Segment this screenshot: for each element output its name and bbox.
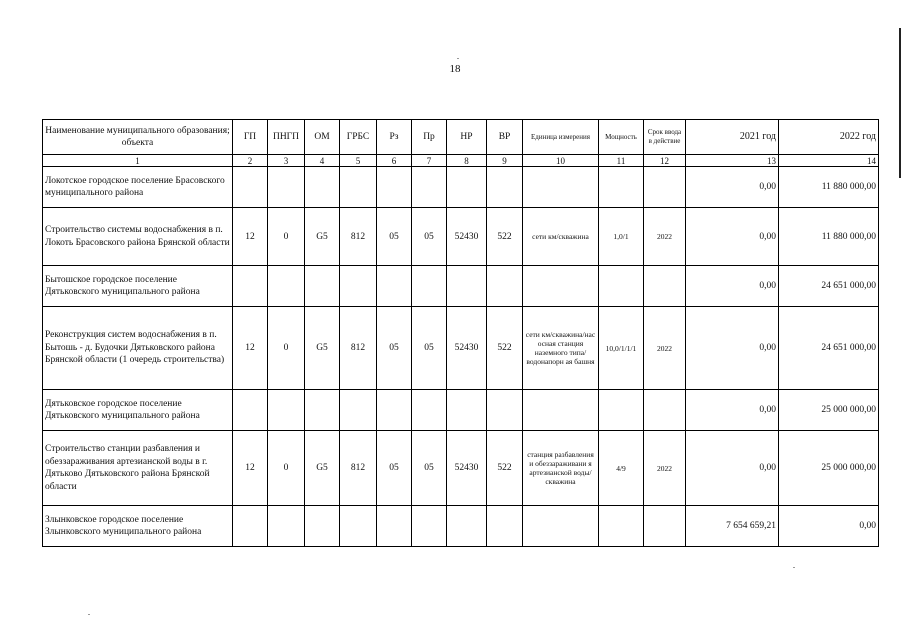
cell-np: 52430: [447, 431, 487, 506]
cell-rz: [377, 167, 412, 208]
scan-speck: [88, 614, 90, 615]
cell-gp: 12: [233, 431, 268, 506]
cell-name: Бытошское городское поселение Дятьковского муниципального района: [43, 266, 233, 307]
col-header-pgp: ПНГП: [268, 120, 305, 155]
cell-pgp: [268, 167, 305, 208]
cell-gp: 12: [233, 208, 268, 266]
cell-term: 2022: [644, 208, 686, 266]
cell-pr: [412, 266, 447, 307]
table-row: [43, 266, 879, 307]
cell-2022: 0,00: [779, 506, 879, 547]
cell-power: [599, 266, 644, 307]
cell-name: Реконструкция систем водоснабжения в п. Бытошь - д. Будочки Дятьковского района Брянской области (1 очередь строительства): [43, 307, 233, 390]
cell-pgp: [268, 390, 305, 431]
column-number: 5: [340, 155, 377, 167]
cell-pgp: [268, 266, 305, 307]
column-number: 11: [599, 155, 644, 167]
cell-om: G5: [305, 307, 340, 390]
cell-np: 52430: [447, 208, 487, 266]
page-number: 18: [449, 63, 461, 75]
cell-om: [305, 266, 340, 307]
cell-term: [644, 390, 686, 431]
column-number: 9: [487, 155, 523, 167]
col-header-np: НР: [447, 120, 487, 155]
cell-power: 10,0/1/1/1: [599, 307, 644, 390]
table-row: [43, 431, 879, 506]
cell-np: [447, 390, 487, 431]
col-header-grbs: ГРБС: [340, 120, 377, 155]
cell-name: Злынковское городское поселение Злынковского муниципального района: [43, 506, 233, 547]
cell-pgp: 0: [268, 431, 305, 506]
cell-2022: 11 880 000,00: [779, 167, 879, 208]
cell-2022: 24 651 000,00: [779, 266, 879, 307]
col-header-rz: Рз: [377, 120, 412, 155]
cell-power: [599, 167, 644, 208]
table-row: [43, 307, 879, 390]
cell-unit: сети км/скважина: [523, 208, 599, 266]
cell-power: [599, 390, 644, 431]
cell-vr: [487, 506, 523, 547]
cell-unit: сети км/скважина/нас осная станция наземного типа/водонапорн ая башня: [523, 307, 599, 390]
cell-2021: 7 654 659,21: [686, 506, 779, 547]
cell-om: [305, 506, 340, 547]
cell-term: [644, 167, 686, 208]
scan-edge-mark: [899, 28, 901, 178]
cell-2022: 25 000 000,00: [779, 390, 879, 431]
cell-rz: 05: [377, 307, 412, 390]
cell-rz: [377, 506, 412, 547]
cell-grbs: 812: [340, 431, 377, 506]
table-row: [43, 167, 879, 208]
cell-term: 2022: [644, 431, 686, 506]
cell-grbs: [340, 506, 377, 547]
cell-rz: 05: [377, 208, 412, 266]
cell-vr: [487, 266, 523, 307]
table-row: [43, 506, 879, 547]
cell-grbs: 812: [340, 307, 377, 390]
cell-unit: [523, 506, 599, 547]
budget-table: [42, 119, 879, 547]
cell-pr: 05: [412, 431, 447, 506]
column-number: 12: [644, 155, 686, 167]
cell-name: Строительство станции разбавления и обеззараживания артезианской воды в г. Дятьково Дятьковского района Брянской области: [43, 431, 233, 506]
cell-om: G5: [305, 431, 340, 506]
column-number: 6: [377, 155, 412, 167]
column-number: 1: [43, 155, 233, 167]
cell-2021: 0,00: [686, 266, 779, 307]
cell-vr: 522: [487, 307, 523, 390]
cell-rz: [377, 390, 412, 431]
column-number: 13: [686, 155, 779, 167]
cell-pr: 05: [412, 307, 447, 390]
col-header-vr: ВР: [487, 120, 523, 155]
cell-rz: 05: [377, 431, 412, 506]
cell-np: [447, 506, 487, 547]
cell-rz: [377, 266, 412, 307]
cell-power: [599, 506, 644, 547]
cell-2022: 24 651 000,00: [779, 307, 879, 390]
col-header-gp: ГП: [233, 120, 268, 155]
cell-vr: 522: [487, 431, 523, 506]
cell-unit: [523, 390, 599, 431]
cell-pr: [412, 390, 447, 431]
column-number-row: [43, 155, 879, 167]
cell-vr: [487, 390, 523, 431]
col-header-power: Мощность: [599, 120, 644, 155]
cell-gp: [233, 167, 268, 208]
cell-gp: [233, 390, 268, 431]
col-header-2022: 2022 год: [779, 120, 879, 155]
col-header-term: Срок ввода в действие: [644, 120, 686, 155]
cell-power: 1,0/1: [599, 208, 644, 266]
column-number: 8: [447, 155, 487, 167]
cell-pgp: 0: [268, 307, 305, 390]
cell-2021: 0,00: [686, 167, 779, 208]
cell-pr: [412, 167, 447, 208]
cell-2021: 0,00: [686, 431, 779, 506]
cell-name: Дятьковское городское поселение Дятьковского муниципального района: [43, 390, 233, 431]
col-header-unit: Единица измерения: [523, 120, 599, 155]
cell-np: [447, 167, 487, 208]
cell-term: [644, 266, 686, 307]
cell-grbs: 812: [340, 208, 377, 266]
cell-2022: 11 880 000,00: [779, 208, 879, 266]
scan-speck: [457, 58, 459, 59]
cell-unit: [523, 167, 599, 208]
cell-term: [644, 506, 686, 547]
cell-term: 2022: [644, 307, 686, 390]
col-header-pr: Пр: [412, 120, 447, 155]
cell-2022: 25 000 000,00: [779, 431, 879, 506]
column-number: 4: [305, 155, 340, 167]
cell-pgp: 0: [268, 208, 305, 266]
cell-gp: [233, 266, 268, 307]
cell-pgp: [268, 506, 305, 547]
column-number: 7: [412, 155, 447, 167]
cell-grbs: [340, 167, 377, 208]
cell-np: [447, 266, 487, 307]
column-number: 3: [268, 155, 305, 167]
cell-2021: 0,00: [686, 208, 779, 266]
table-body: [43, 167, 879, 547]
col-header-2021: 2021 год: [686, 120, 779, 155]
cell-2021: 0,00: [686, 390, 779, 431]
cell-np: 52430: [447, 307, 487, 390]
table-row: [43, 208, 879, 266]
cell-grbs: [340, 390, 377, 431]
cell-name: Локотское городское поселение Брасовского муниципального района: [43, 167, 233, 208]
column-number: 2: [233, 155, 268, 167]
cell-unit: [523, 266, 599, 307]
cell-gp: 12: [233, 307, 268, 390]
col-header-om: ОМ: [305, 120, 340, 155]
cell-2021: 0,00: [686, 307, 779, 390]
column-number: 10: [523, 155, 599, 167]
cell-om: G5: [305, 208, 340, 266]
cell-unit: станция разбавления и обеззараживани я артезианской воды/скважина: [523, 431, 599, 506]
scan-speck: [793, 567, 795, 568]
cell-name: Строительство системы водоснабжения в п. Локоть Брасовского района Брянской области: [43, 208, 233, 266]
cell-om: [305, 167, 340, 208]
col-header-name: Наименование муниципального образования; объекта: [43, 120, 233, 155]
cell-vr: 522: [487, 208, 523, 266]
cell-pr: 05: [412, 208, 447, 266]
cell-vr: [487, 167, 523, 208]
cell-pr: [412, 506, 447, 547]
table-row: [43, 390, 879, 431]
cell-om: [305, 390, 340, 431]
cell-power: 4/9: [599, 431, 644, 506]
column-number: 14: [779, 155, 879, 167]
cell-grbs: [340, 266, 377, 307]
table-header-row: [43, 120, 879, 155]
cell-gp: [233, 506, 268, 547]
